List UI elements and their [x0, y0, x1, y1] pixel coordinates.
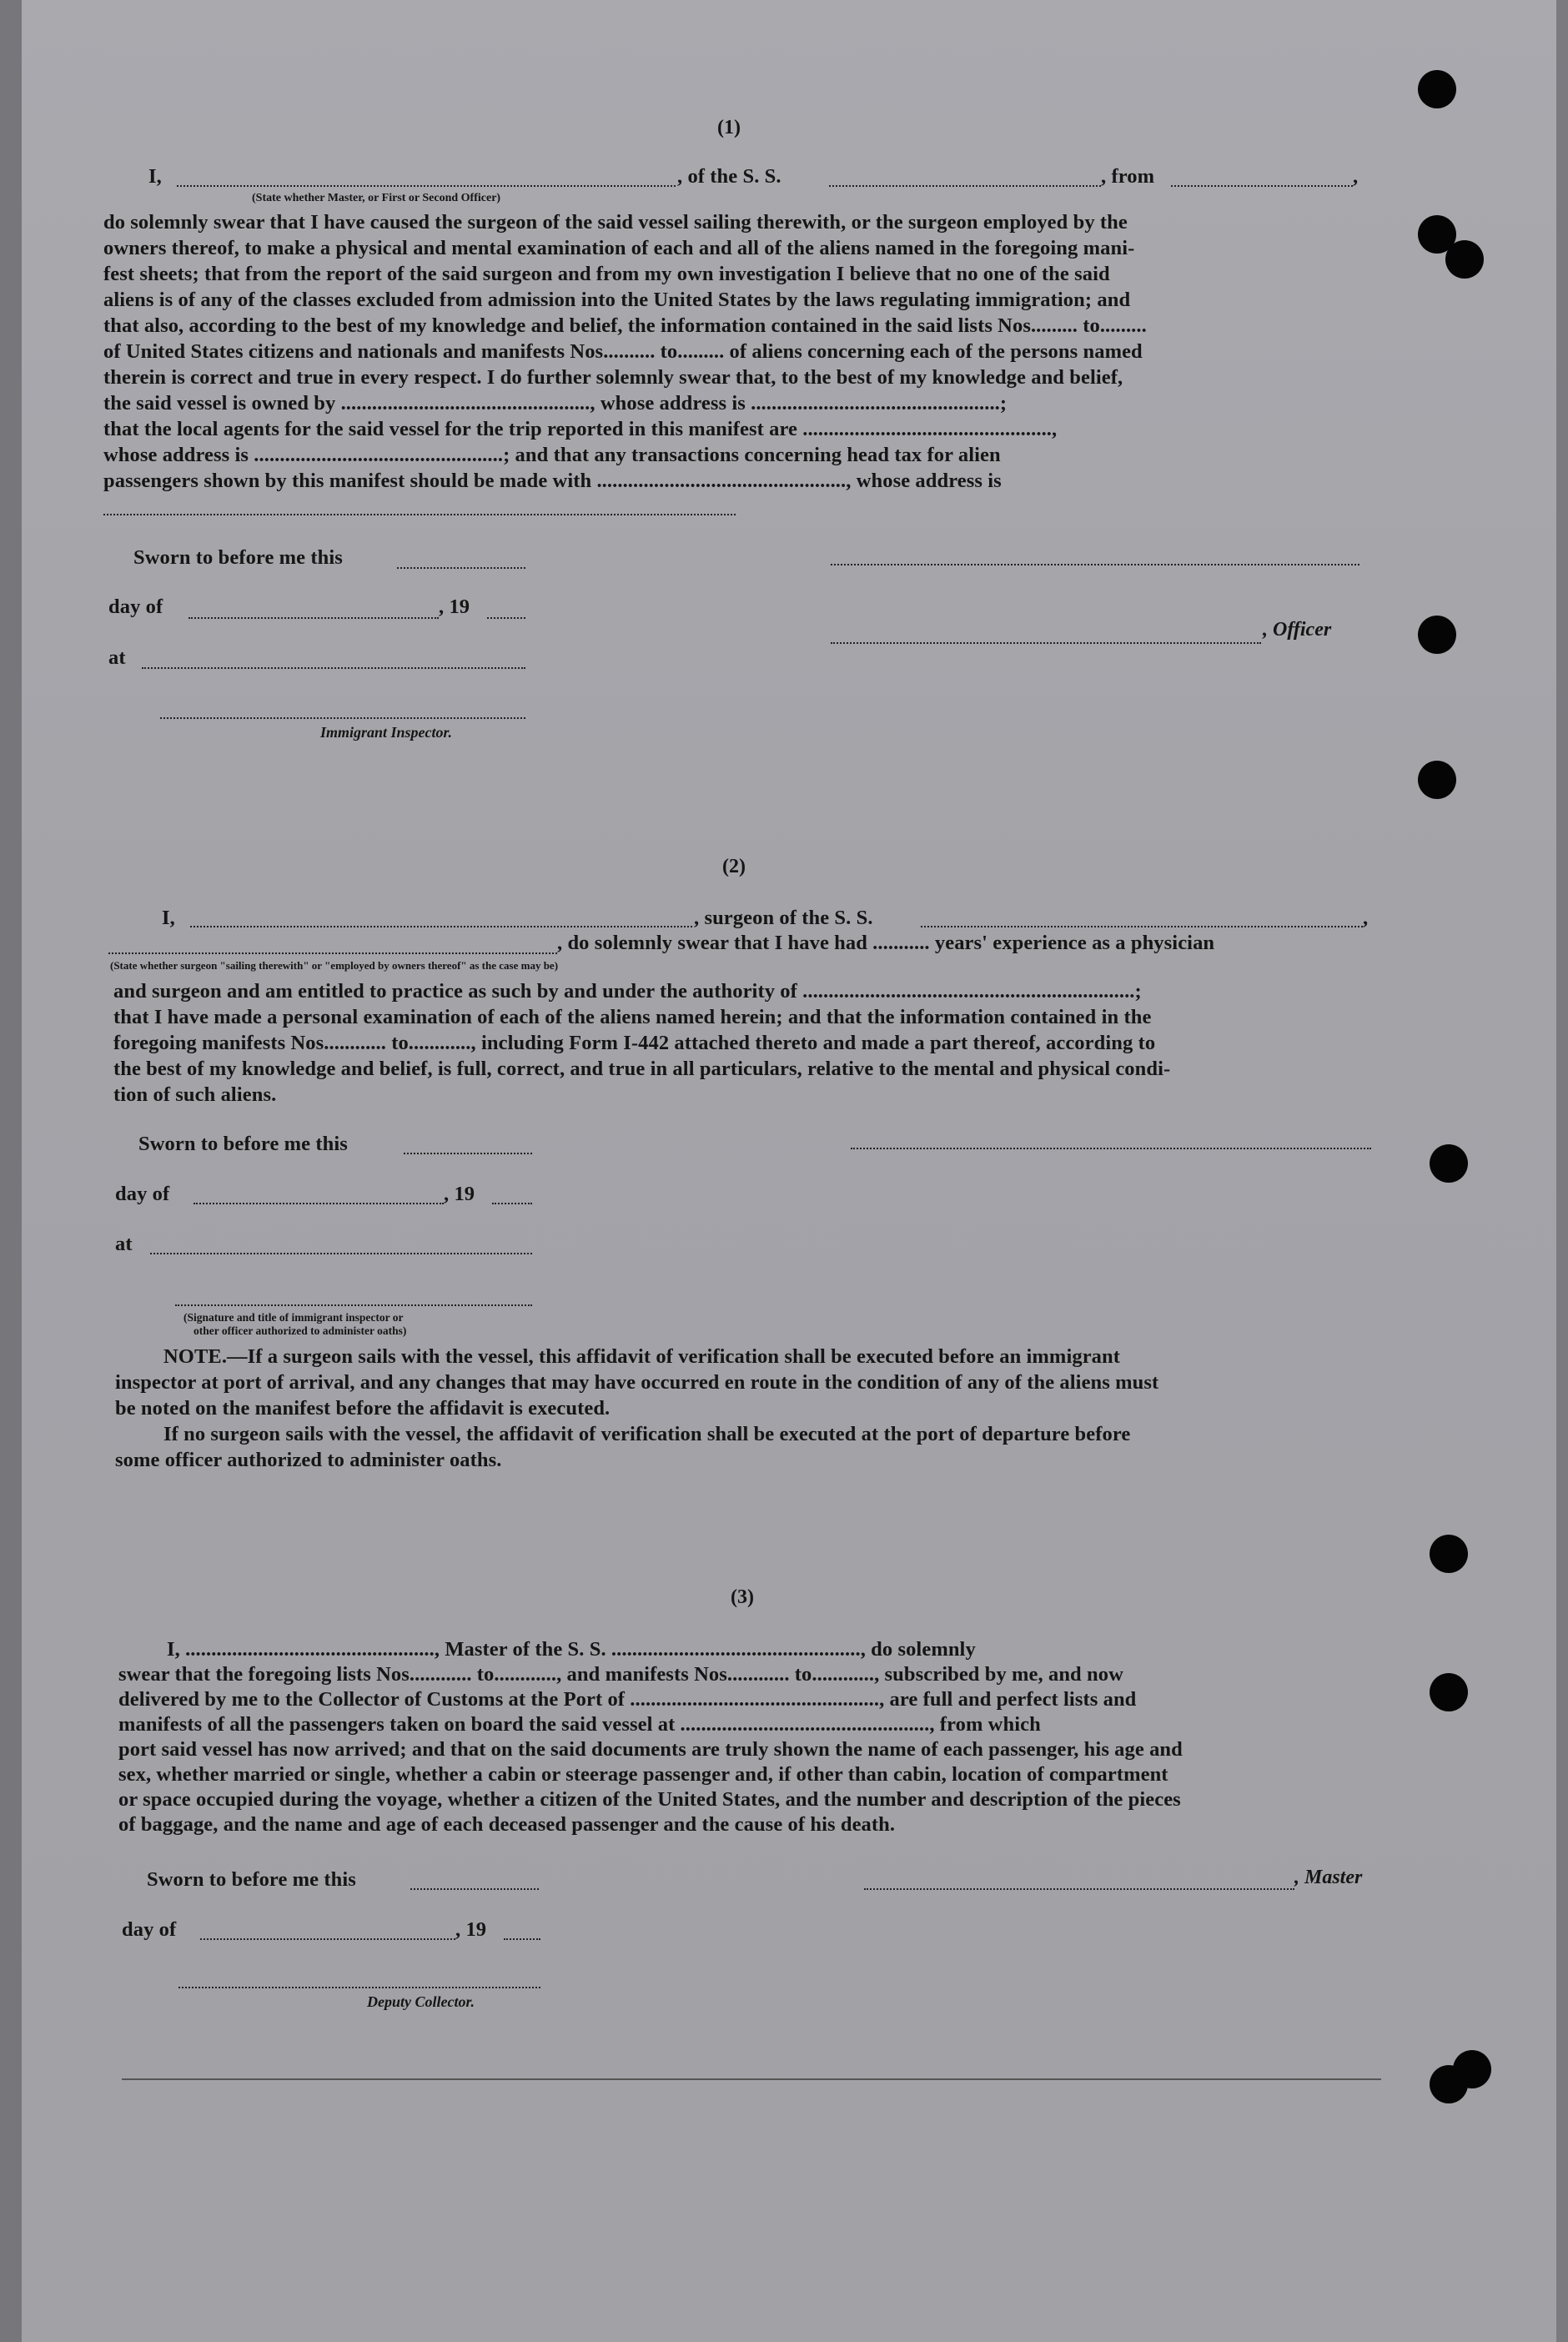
s1-line1-ship-label: , of the S. S. [677, 165, 781, 188]
s1-sworn-label: Sworn to before me this [133, 546, 343, 569]
s2-sworn-date-field[interactable] [404, 1153, 532, 1154]
s1-paragraph-line: passengers shown by this manifest should be made with ................................................, whose address is [103, 470, 1002, 492]
punch-hole [1418, 616, 1456, 654]
s3-paragraph-line: sex, whether married or single, whether a cabin or steerage passenger and, if other than cabin, location of compartment [118, 1763, 1168, 1786]
s1-officer-signature-field[interactable] [831, 564, 1359, 565]
s1-year-label: , 19 [439, 596, 470, 618]
bleed-through-texture [50, 18, 1334, 986]
punch-hole [1418, 761, 1456, 799]
s2-paragraph-line: that I have made a personal examination of each of the aliens named herein; and that the information contained in the [113, 1006, 1152, 1028]
s2-surgeon-name-field[interactable] [190, 926, 692, 927]
s3-day-of-field[interactable] [200, 1938, 455, 1940]
s2-day-of-label: day of [115, 1183, 170, 1205]
s2-note-line: If no surgeon sails with the vessel, the affidavit of verification shall be executed at the port of departure before [163, 1423, 1131, 1445]
s2-signature-note-line1: (Signature and title of immigrant inspector or [183, 1311, 404, 1324]
s3-master-label: , Master [1294, 1867, 1363, 1888]
section-3-number: (3) [731, 1586, 754, 1608]
punch-hole [1430, 1144, 1468, 1183]
s2-sailing-status-field[interactable] [108, 952, 557, 954]
s2-paragraph-line: tion of such aliens. [113, 1083, 277, 1106]
s1-paragraph-line: of United States citizens and nationals and manifests Nos.......... to......... of aliens concerning each of the persons named [103, 340, 1143, 363]
s1-inspector-label: Immigrant Inspector. [320, 724, 453, 741]
s3-paragraph-line: swear that the foregoing lists Nos............ to............, and manifests Nos............ to............, subscribed by me, and now [118, 1663, 1123, 1686]
s1-line1-i: I, [148, 165, 162, 188]
s1-address-continuation-field[interactable] [103, 514, 736, 515]
s2-line1-surgeon-label: , surgeon of the S. S. [694, 907, 873, 929]
s2-surgeon-signature-field[interactable] [851, 1148, 1371, 1149]
s2-note-line: be noted on the manifest before the affidavit is executed. [115, 1397, 611, 1420]
s1-inspector-signature-field[interactable] [160, 717, 525, 719]
s2-paragraph-line: the best of my knowledge and belief, is full, correct, and true in all particulars, relative to the mental and physical condi- [113, 1058, 1171, 1080]
s1-paragraph-line: aliens is of any of the classes excluded from admission into the United States by the laws regulating immigration; and [103, 289, 1131, 311]
punch-hole [1430, 1535, 1468, 1573]
s2-inspector-signature-field[interactable] [175, 1304, 532, 1306]
s3-deputy-signature-field[interactable] [178, 1987, 540, 1988]
page-edge-left [0, 0, 22, 2342]
s1-from-port-field[interactable] [1171, 185, 1353, 187]
s3-paragraph-line: port said vessel has now arrived; and that on the said documents are truly shown the name of each passenger, his age and [118, 1738, 1183, 1761]
s2-paragraph-line: foregoing manifests Nos............ to............, including Form I-442 attached thereto and made a part thereof, according to [113, 1032, 1156, 1054]
s1-line1-comma: , [1353, 165, 1359, 188]
s3-paragraph-line: or space occupied during the voyage, whether a citizen of the United States, and the number and description of the pieces [118, 1788, 1181, 1811]
s1-day-of-field[interactable] [188, 617, 439, 619]
s2-line2: , do solemnly swear that I have had ........... years' experience as a physician [557, 932, 1215, 954]
section-1-number: (1) [717, 117, 741, 138]
s1-paragraph-line: therein is correct and true in every respect. I do further solemnly swear that, to the best of my knowledge and belief, [103, 366, 1123, 389]
s1-at-place-field[interactable] [142, 667, 525, 669]
s1-paragraph-line: do solemnly swear that I have caused the surgeon of the said vessel sailing therewith, or the surgeon employed by the [103, 211, 1128, 234]
punch-hole [1418, 70, 1456, 108]
s3-paragraph-line: delivered by me to the Collector of Customs at the Port of ................................................, are full and perfect lists and [118, 1688, 1137, 1711]
s1-paragraph-line: owners thereof, to make a physical and mental examination of each and all of the aliens named in the foregoing mani- [103, 237, 1135, 259]
s3-paragraph-line: manifests of all the passengers taken on board the said vessel at ................................................, from which [118, 1713, 1041, 1736]
s2-year-field[interactable] [492, 1203, 532, 1204]
section-2-number: (2) [722, 856, 746, 877]
s2-at-label: at [115, 1233, 133, 1255]
s1-officer-label: , Officer [1263, 619, 1332, 641]
s1-officer-name-field[interactable] [177, 185, 676, 187]
s1-line1-from-label: , from [1101, 165, 1155, 188]
s1-officer-title-field[interactable] [831, 642, 1261, 644]
s1-paragraph-line: that the local agents for the said vessel for the trip reported in this manifest are ................................................, [103, 418, 1058, 440]
s3-paragraph-line: I, ................................................, Master of the S. S. ................................................, do solemnly [167, 1638, 976, 1661]
s2-ship-name-field[interactable] [921, 926, 1363, 927]
punch-hole [1453, 2050, 1491, 2088]
s1-paragraph-line: fest sheets; that from the report of the said surgeon and from my own investigation I believe that no one of the said [103, 263, 1110, 285]
page-edge-right [1556, 0, 1568, 2342]
s1-officer-note: (State whether Master, or First or Second Officer) [252, 192, 501, 204]
s1-paragraph-line: that also, according to the best of my knowledge and belief, the information contained in the said lists Nos......... to......... [103, 314, 1147, 337]
s1-paragraph-line: whose address is ................................................; and that any transactions concerning head tax for alien [103, 444, 1001, 466]
s2-day-of-field[interactable] [193, 1203, 444, 1204]
s2-line1-i: I, [162, 907, 175, 929]
s1-sworn-date-field[interactable] [397, 567, 525, 569]
punch-hole [1445, 240, 1484, 279]
s1-at-label: at [108, 646, 126, 669]
s1-paragraph-line: the said vessel is owned by ................................................, whose address is ................................................; [103, 392, 1008, 415]
s2-line1-comma: , [1363, 907, 1369, 929]
s2-paragraph-line: and surgeon and am entitled to practice as such by and under the authority of ................................................................; [113, 980, 1142, 1003]
s3-sworn-date-field[interactable] [410, 1888, 539, 1890]
s3-deputy-label: Deputy Collector. [367, 1993, 475, 2010]
s3-day-of-label: day of [122, 1918, 177, 1941]
s2-sailing-note: (State whether surgeon "sailing therewith" or "employed by owners thereof" as the case may be) [110, 959, 559, 972]
s3-master-signature-field[interactable] [864, 1888, 1294, 1890]
s1-ship-name-field[interactable] [829, 185, 1101, 187]
s1-year-field[interactable] [487, 617, 525, 619]
s2-note-line: NOTE.—If a surgeon sails with the vessel, this affidavit of verification shall be executed before an immigrant [163, 1345, 1121, 1368]
s3-sworn-label: Sworn to before me this [147, 1868, 356, 1891]
s2-year-label: , 19 [444, 1183, 475, 1205]
s3-paragraph-line: of baggage, and the name and age of each deceased passenger and the cause of his death. [118, 1813, 896, 1836]
bottom-rule [122, 2078, 1381, 2080]
s3-year-label: , 19 [455, 1918, 487, 1941]
s1-day-of-label: day of [108, 596, 163, 618]
s2-sworn-label: Sworn to before me this [138, 1133, 348, 1155]
s2-note-line: inspector at port of arrival, and any changes that may have occurred en route in the condition of any of the aliens must [115, 1371, 1159, 1394]
s3-year-field[interactable] [504, 1938, 540, 1940]
s2-signature-note-line2: other officer authorized to administer oaths) [193, 1324, 407, 1337]
s2-at-place-field[interactable] [150, 1253, 532, 1254]
punch-hole [1430, 1673, 1468, 1711]
s2-note-line: some officer authorized to administer oaths. [115, 1449, 502, 1471]
